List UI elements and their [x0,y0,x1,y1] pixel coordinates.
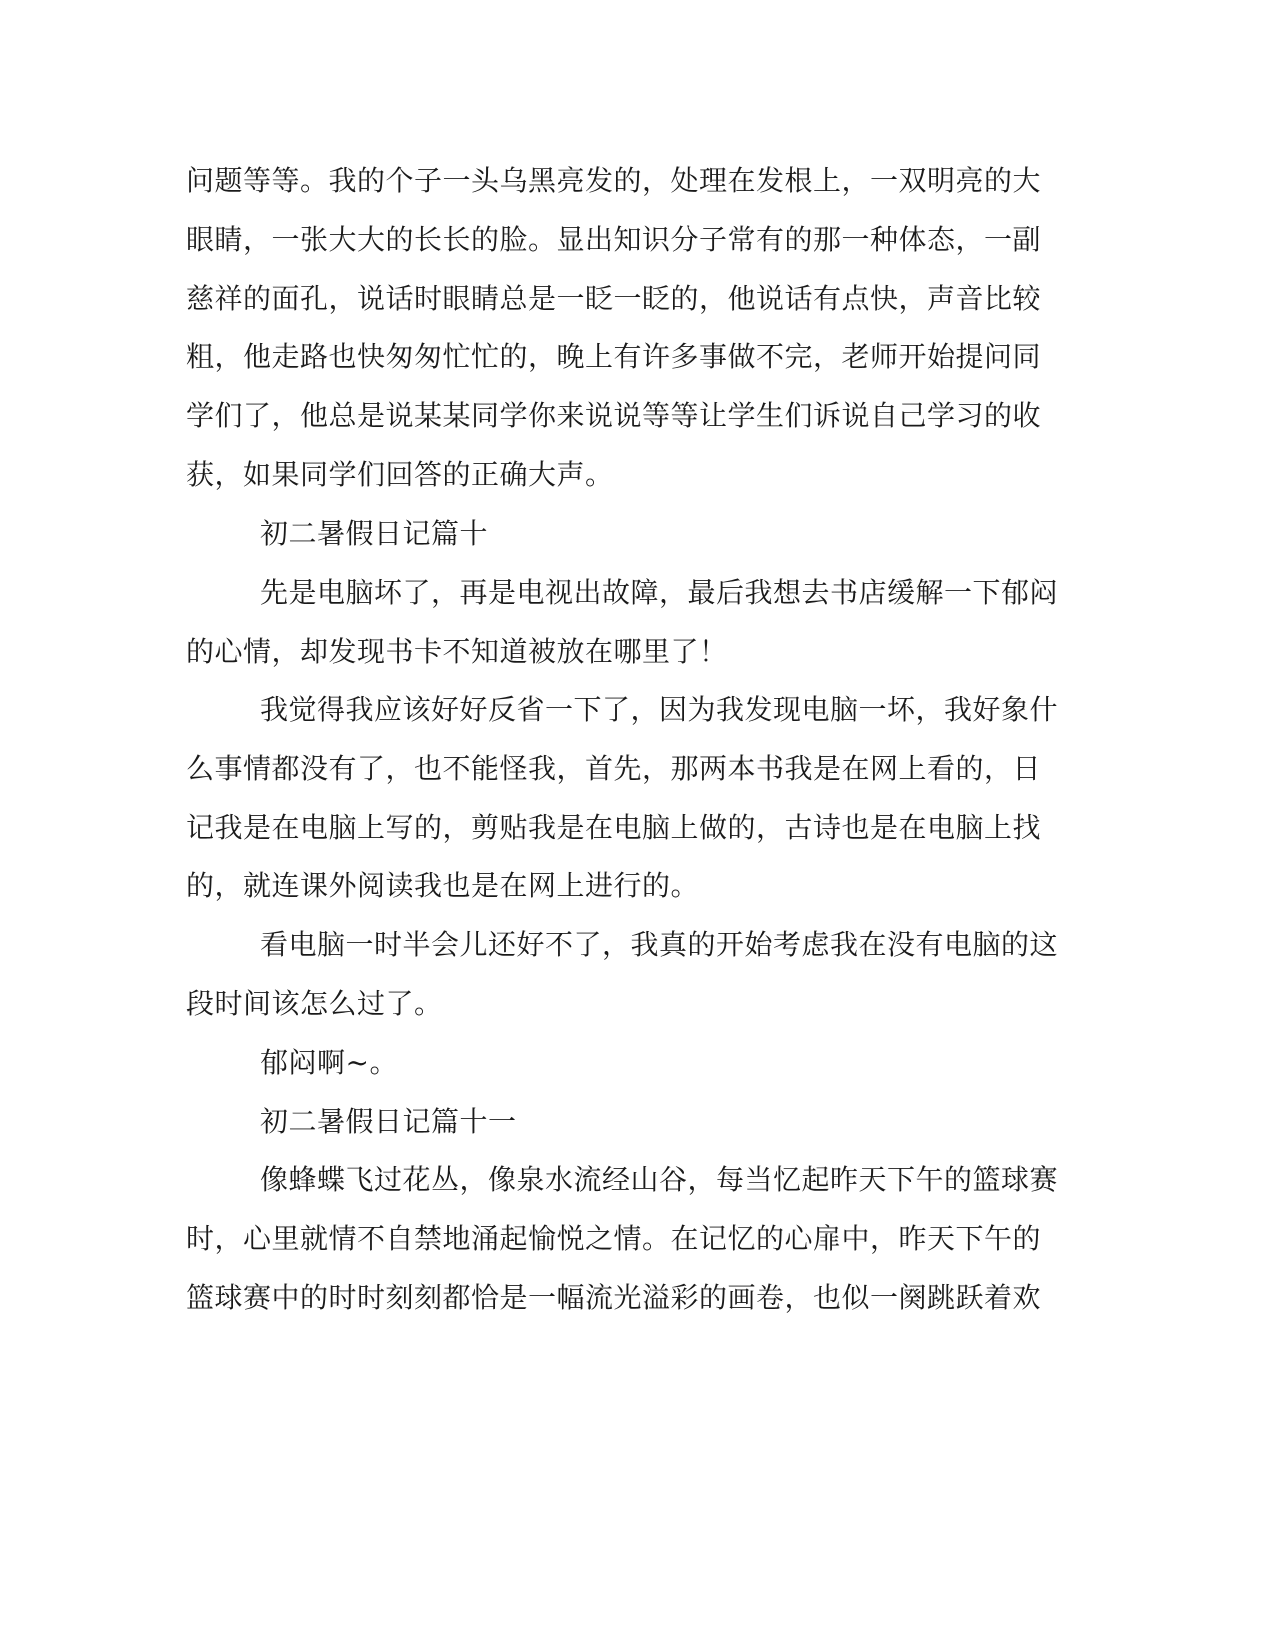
text-line: 学们了，他总是说某某同学你来说说等等让学生们诉说自己学习的收 [186,399,1042,432]
text-line: 眼睛，一张大大的长长的脸。显出知识分子常有的那一种体态，一副 [186,223,1042,256]
text-line: 看电脑一时半会儿还好不了，我真的开始考虑我在没有电脑的这 [260,928,1059,961]
text-line: 问题等等。我的个子一头乌黑亮发的，处理在发根上，一双明亮的大 [186,164,1042,197]
text-line: 篮球赛中的时时刻刻都恰是一幅流光溢彩的画卷，也似一阕跳跃着欢 [186,1281,1042,1314]
section-heading: 初二暑假日记篇十 [260,517,489,550]
section-heading: 初二暑假日记篇十一 [260,1105,517,1138]
text-line: 粗，他走路也快匆匆忙忙的，晚上有许多事做不完，老师开始提问同 [186,340,1042,373]
text-line: 慈祥的面孔，说话时眼睛总是一眨一眨的，他说话有点快，声音比较 [186,282,1042,315]
text-line: 的心情，却发现书卡不知道被放在哪里了！ [186,635,728,668]
text-line: 先是电脑坏了，再是电视出故障，最后我想去书店缓解一下郁闷 [260,576,1059,609]
text-line: 的，就连课外阅读我也是在网上进行的。 [186,869,700,902]
text-line: 郁闷啊~。 [260,1046,398,1079]
text-line: 我觉得我应该好好反省一下了，因为我发现电脑一坏，我好象什 [260,693,1059,726]
text-line: 段时间该怎么过了。 [186,987,443,1020]
text-line: 像蜂蝶飞过花丛，像泉水流经山谷，每当忆起昨天下午的篮球赛 [260,1163,1059,1196]
text-line: 获，如果同学们回答的正确大声。 [186,458,614,491]
text-line: 么事情都没有了，也不能怪我，首先，那两本书我是在网上看的，日 [186,752,1042,785]
text-line: 记我是在电脑上写的，剪贴我是在电脑上做的，古诗也是在电脑上找 [186,811,1042,844]
text-line: 时，心里就情不自禁地涌起愉悦之情。在记忆的心扉中，昨天下午的 [186,1222,1042,1255]
